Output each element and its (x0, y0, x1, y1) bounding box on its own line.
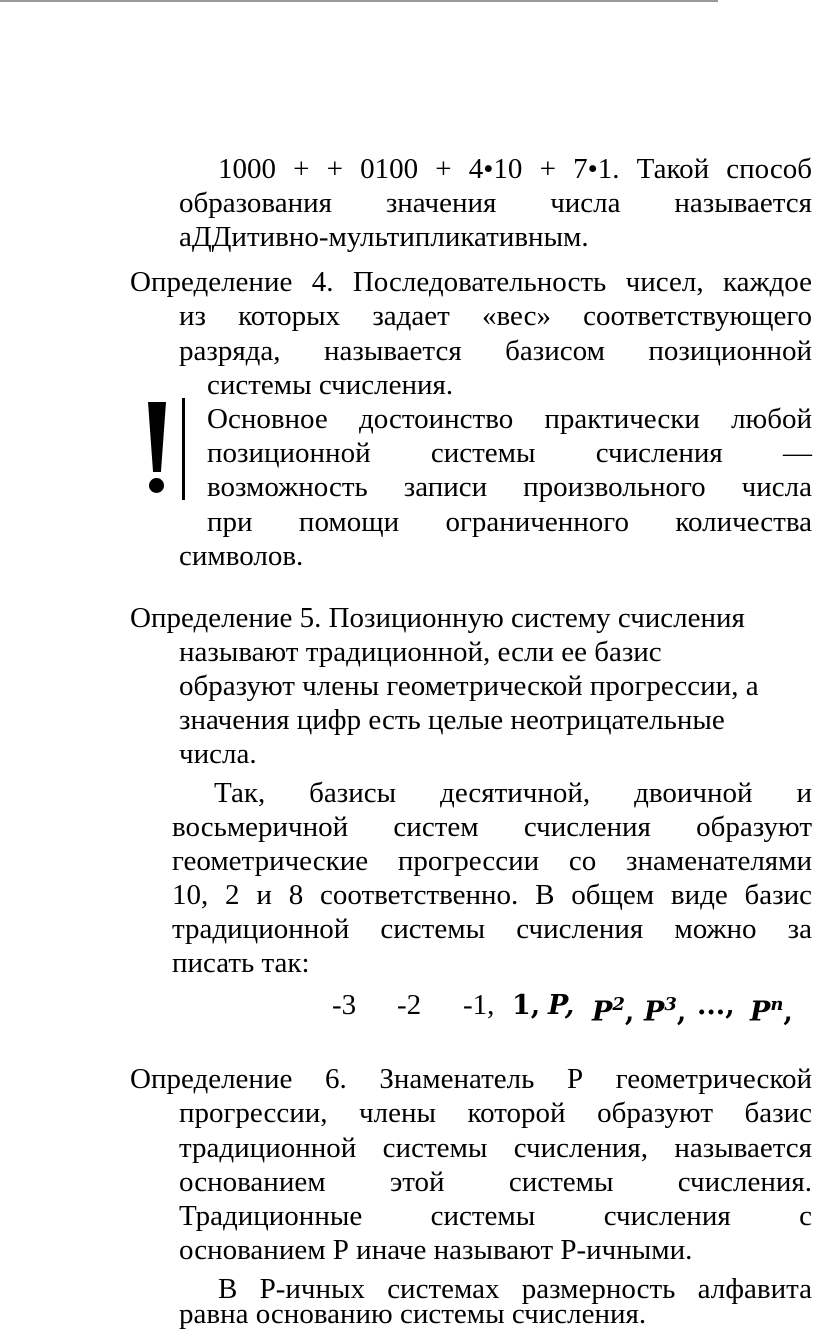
formula-term-one: 1, (512, 990, 541, 1021)
para-line-1: Так, базисы десятичной, двоичной и (214, 777, 812, 809)
formula-term-p2: $P^2$, (592, 994, 635, 1028)
para-line-4: 10, 2 и 8 соответственно. В общем виде базис (172, 879, 812, 911)
def6-line-1: Определение 6. Знаменатель Р геометрической (130, 1063, 812, 1095)
top-rule (0, 0, 718, 2)
def5-line-2: называют традиционной, если ее базис (179, 636, 662, 668)
final-line-1: В Р-ичных системах размерность алфавита (218, 1273, 812, 1305)
def6-line-3: традиционной системы счисления, называется (179, 1132, 812, 1164)
def6-line-5: Традиционные системы счисления с (179, 1200, 812, 1232)
intro-line-3: аДДитивно-мультипликативным. (179, 221, 589, 253)
note-line-1: Основное достоинство практически любой (207, 403, 812, 435)
note-line-4: при помощи ограниченного количества (207, 506, 812, 538)
formula-exp-1: -3 (332, 989, 357, 1021)
note-line-2: позиционной системы счисления — (207, 437, 812, 469)
formula-term-pn: $P^n$, (750, 994, 793, 1028)
note-line-3: возможность записи произвольного числа (207, 471, 812, 503)
formula-exp-2: -2 (397, 989, 422, 1021)
def6-line-4: основанием этой системы счисления. (179, 1166, 812, 1198)
def5-line-5: числа. (179, 738, 257, 770)
formula-term-p3: $P^3$, (644, 994, 687, 1028)
def4-line-1: Определение 4. Последовательность чисел, каждое (130, 266, 812, 298)
def4-line-3: разряда, называется базисом позиционной (179, 335, 812, 367)
para-line-5: традиционной системы счисления можно за (172, 913, 812, 945)
para-line-6: писать так: (172, 947, 310, 979)
para-line-3: геометрические прогрессии со знаменателями (172, 845, 812, 877)
note-line-5: символов. (179, 540, 304, 572)
def6-line-6: основанием Р иначе называют Р-ичными. (179, 1234, 693, 1266)
def5-line-1: Определение 5. Позиционную систему счисления (130, 602, 745, 634)
exclamation-dot-icon (149, 478, 164, 493)
formula-exp-3: -1, (463, 989, 495, 1021)
def5-line-4: значения цифр есть целые неотрицательные (179, 704, 725, 736)
note-divider (182, 398, 185, 500)
formula-term-p: P, (548, 990, 575, 1021)
final-line-2: равна основанию системы счисления. (179, 1298, 647, 1330)
intro-line-1: 1000 + + 0100 + 4•10 + 7•1. Такой способ (218, 153, 812, 185)
def4-line-2: из которых задает «вес» соответствующего (179, 300, 812, 332)
def5-line-3: образуют члены геометрической прогрессии, а (179, 670, 759, 702)
formula-dots: ..., (697, 990, 735, 1021)
intro-line-2: образования значения числа называется (179, 187, 812, 219)
def6-line-2: прогрессии, члены которой образуют базис (179, 1097, 812, 1129)
para-line-2: восьмеричной систем счисления образуют (172, 811, 812, 843)
def4-line-4: системы счисления. (207, 369, 454, 401)
exclamation-icon (148, 402, 166, 472)
